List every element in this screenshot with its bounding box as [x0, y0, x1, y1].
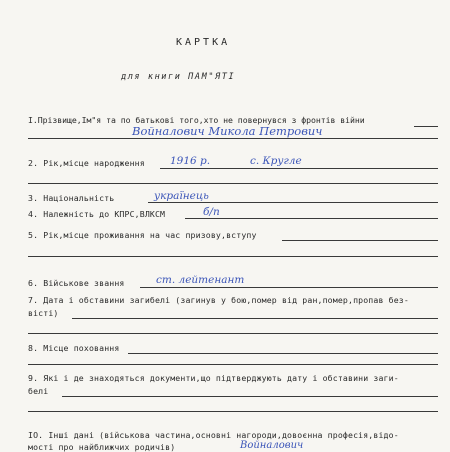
field-5-rule-b	[28, 256, 438, 257]
field-5-rule-a	[282, 240, 438, 241]
field-7-rule-b	[28, 333, 438, 334]
field-5-label: 5. Рік,місце проживання на час призову,вступу	[28, 230, 257, 240]
field-1-rule-b	[28, 138, 438, 139]
field-2-label: 2. Рік,місце народження	[28, 158, 145, 168]
field-1-value: Войналович Микола Петрович	[132, 124, 323, 138]
field-2-rule-b	[28, 183, 438, 184]
field-6-value: ст. лейтенант	[156, 274, 245, 286]
field-10-value: Войналович	[240, 440, 304, 451]
field-1-rule-a	[414, 126, 438, 127]
card-title: КАРТКА	[176, 37, 231, 48]
field-9-label-line2: белі	[28, 386, 49, 396]
field-7-label-line1: 7. Дата і обставини загибелі (загинув у бою,помер від ран,помер,пропав без-	[28, 295, 409, 305]
field-8-label: 8. Місце поховання	[28, 343, 120, 353]
field-9-rule-a	[62, 396, 438, 397]
field-8-rule-b	[28, 364, 438, 365]
field-3-rule	[148, 202, 438, 203]
field-2-year: 1916 р.	[170, 155, 211, 167]
field-4-label: 4. Належність до КПРС,ВЛКСМ	[28, 209, 166, 219]
card-subtitle: для книги ПАМ"ЯТІ	[121, 72, 236, 82]
field-7-rule-a	[72, 318, 438, 319]
field-4-rule	[185, 218, 438, 219]
field-10-label-line2: мості про найближчих родичів)	[28, 442, 176, 452]
field-2-rule-a	[160, 168, 438, 169]
field-10-label-line1: IO. Інші дані (військова частина,основні нагороди,довоєнна професія,відо-	[28, 430, 399, 440]
field-3-value: українець	[154, 190, 209, 202]
field-7-label-line2: вісті)	[28, 308, 59, 318]
field-9-label-line1: 9. Які і де знаходяться документи,що підтверджують дату і обставини заги-	[28, 373, 399, 383]
field-2-place: с. Кругле	[250, 155, 302, 167]
field-4-value: б/п	[203, 206, 220, 218]
field-6-label: 6. Військове звання	[28, 278, 125, 288]
field-9-rule-b	[28, 411, 438, 412]
field-8-rule-a	[128, 353, 438, 354]
field-1-label: I.Прізвище,Ім"я та по батькові того,хто не повернувся з фронтів війни	[28, 115, 365, 125]
field-3-label: 3. Національність	[28, 193, 115, 203]
field-6-rule	[140, 287, 438, 288]
